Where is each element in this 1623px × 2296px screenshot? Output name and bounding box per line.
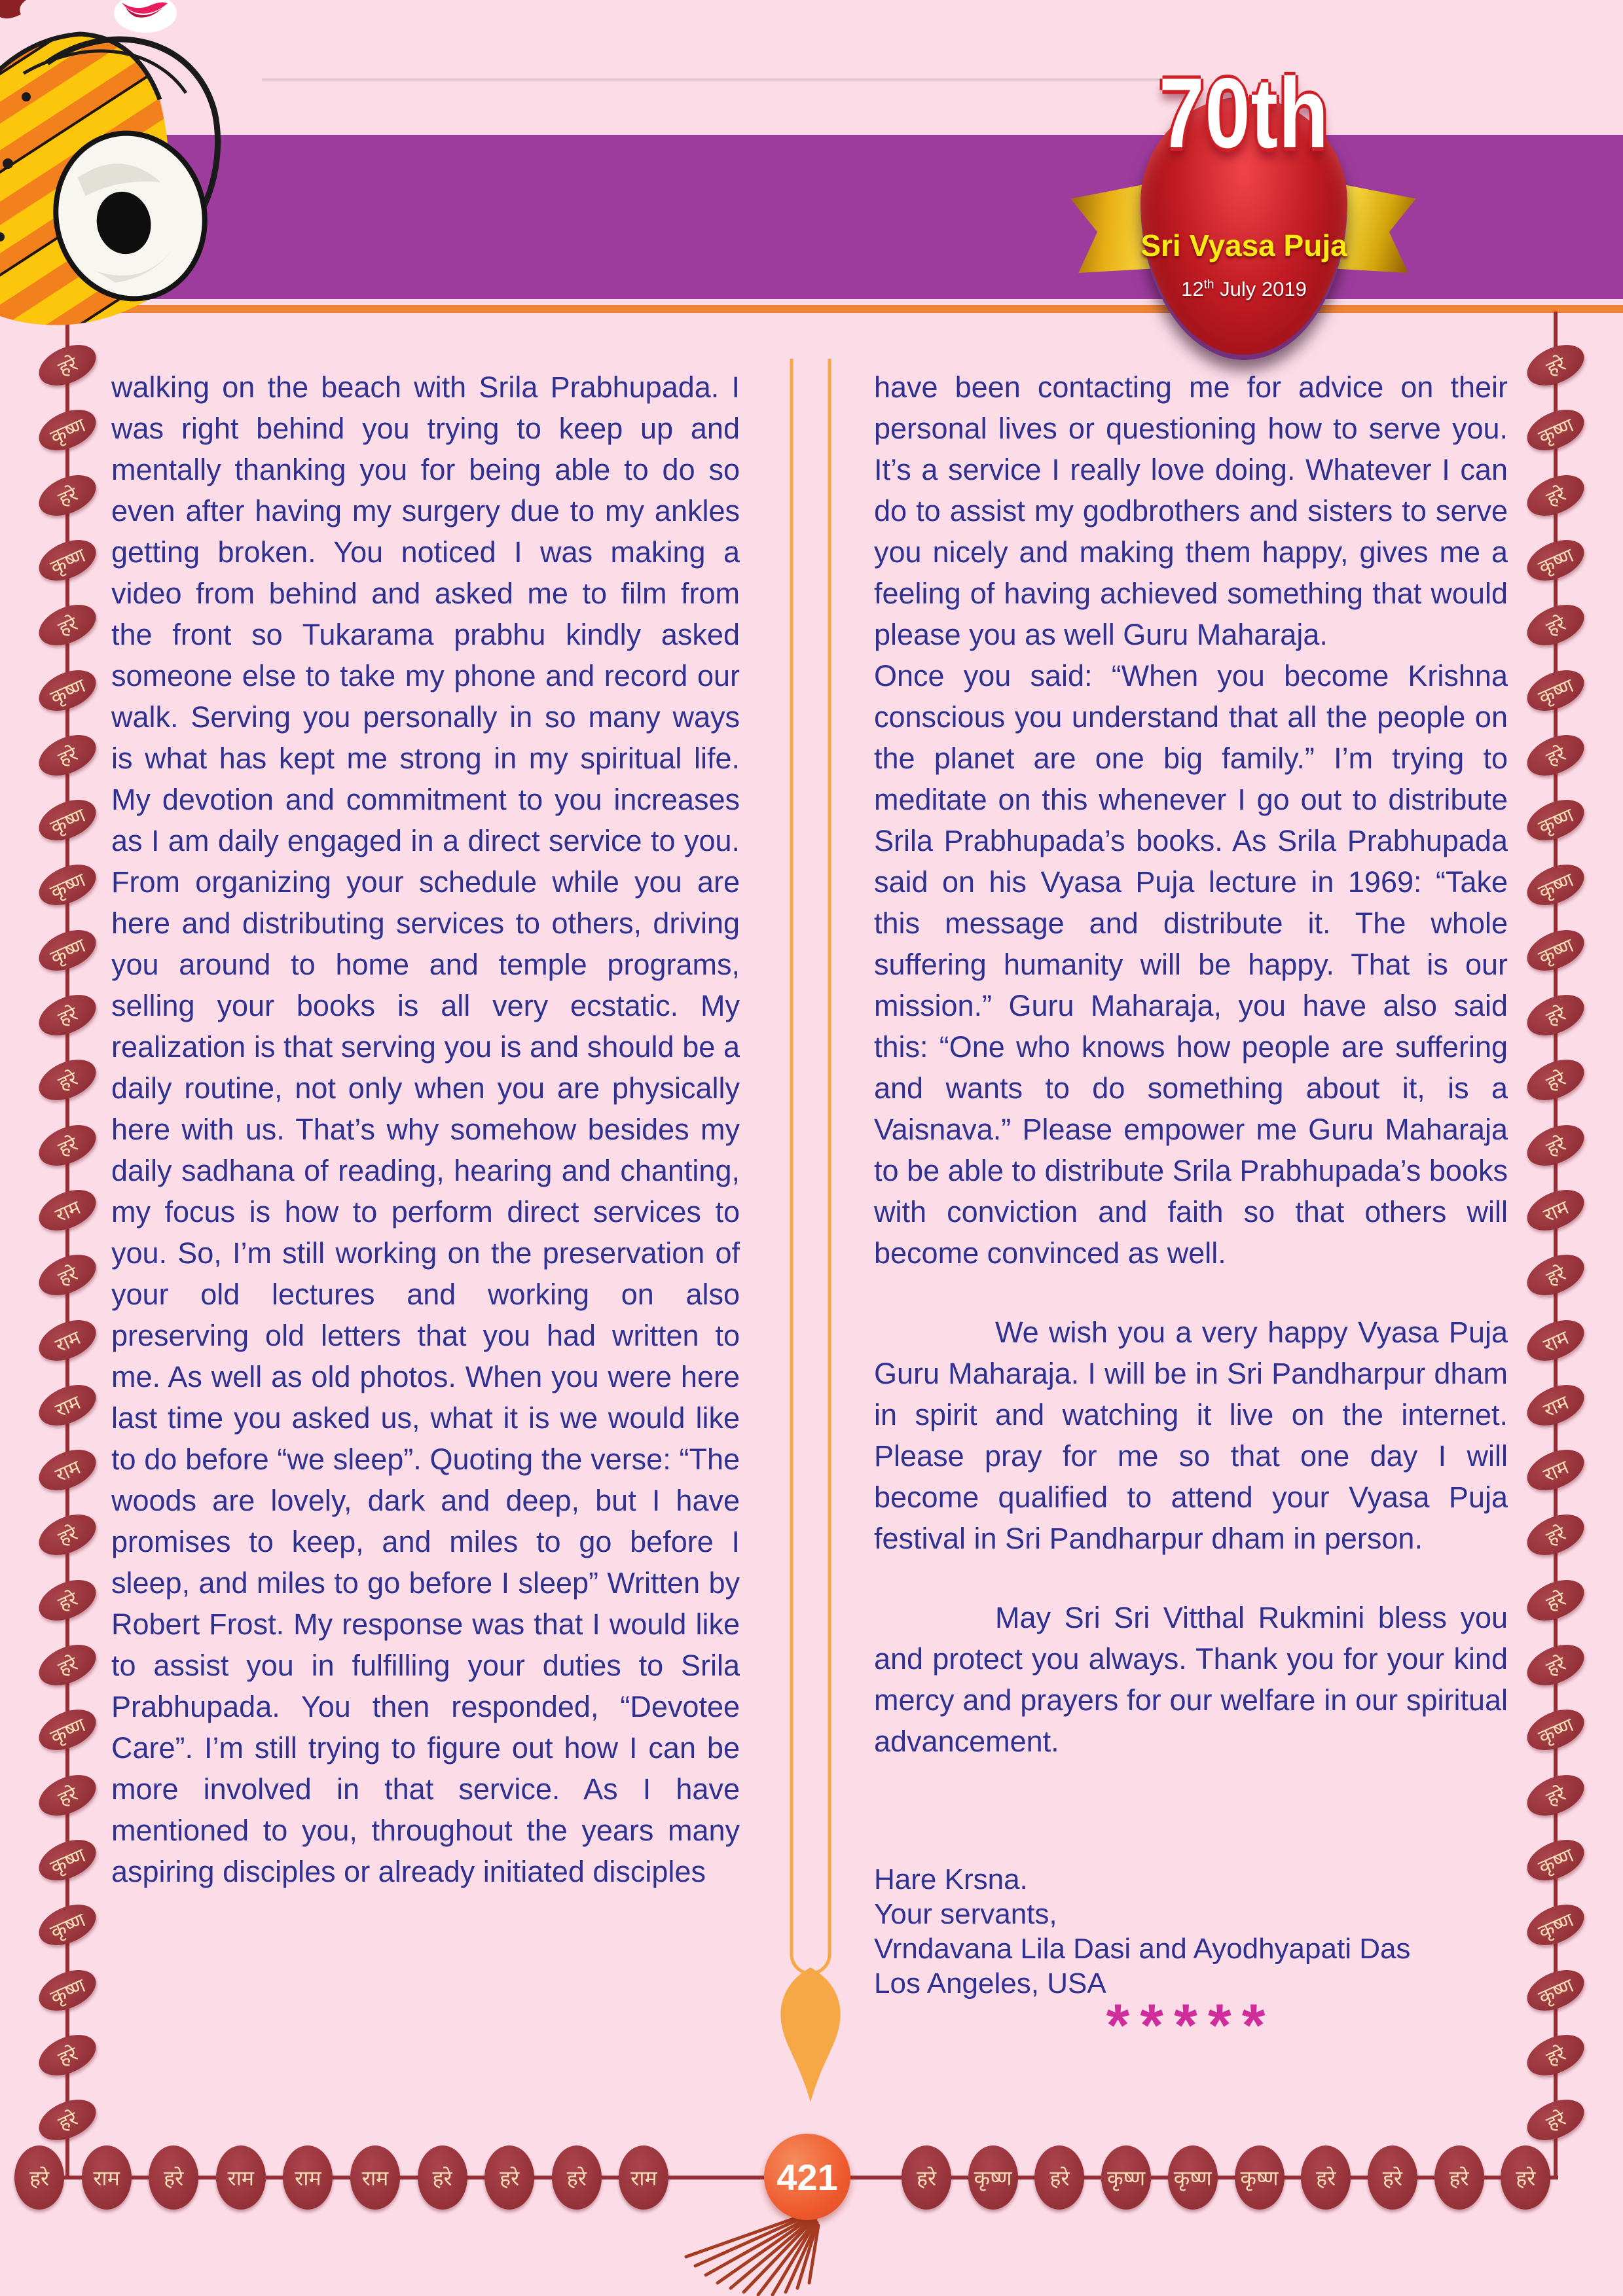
bead-label: हरे bbox=[29, 2165, 50, 2191]
bead-label: हरे bbox=[1542, 352, 1569, 381]
bead-label: हरे bbox=[1516, 2165, 1536, 2191]
signature-block bbox=[874, 1862, 1508, 2001]
bead-label: कृष्ण bbox=[1240, 2165, 1279, 2191]
bead bbox=[1301, 2145, 1351, 2210]
paragraph: Once you said: “When you become Krishna conscious you understand that all the people on the planet are one big family.” I’m trying to meditate on this whenever I go out to distribute Srila Prabhupada’s books. As Srila Prabhupada said on his Vyasa Puja lecture in 1969: “Take this message and distribute it. The whole suffering humanity will be happy. That is our mission.” Guru Maharaja, you have also said this: “One who knows how people are suffering and wants to do something about it, is a Vaisnava.” Please empower me Guru Maharaja to be able to distribute Srila Prabhupada’s books with conviction and faith so that others will become convinced as well. bbox=[874, 659, 1508, 1270]
bead-label: हरे bbox=[1542, 1132, 1569, 1161]
bead-label: कृष्ण bbox=[1535, 1843, 1577, 1879]
bead-label: कृष्ण bbox=[46, 673, 89, 709]
signature-line: Vrndavana Lila Dasi and Ayodhyapati Das bbox=[874, 1933, 1411, 1965]
bead-label: हरे bbox=[54, 1587, 81, 1616]
badge-date: 12th July 2019 bbox=[1181, 278, 1307, 300]
bead-label: हरे bbox=[432, 2165, 452, 2191]
bead-label: हरे bbox=[1542, 2041, 1569, 2071]
bead-label: राम bbox=[361, 2165, 389, 2191]
bead-label: हरे bbox=[1542, 1522, 1569, 1551]
badge-title: 70th bbox=[1159, 58, 1329, 169]
bead-label: हरे bbox=[54, 2107, 81, 2136]
bead-label: हरे bbox=[54, 1067, 81, 1096]
bead-label: राम bbox=[227, 2165, 255, 2191]
bead-label: कृष्ण bbox=[1535, 1908, 1577, 1945]
bead-label: कृष्ण bbox=[1535, 673, 1577, 709]
bead-label: हरे bbox=[164, 2165, 184, 2191]
bead-label: राम bbox=[1540, 1456, 1573, 1487]
bead-label: हरे bbox=[1049, 2165, 1070, 2191]
bead bbox=[968, 2145, 1018, 2210]
bead-label: राम bbox=[52, 1196, 84, 1227]
bead-label: हरे bbox=[54, 1002, 81, 1031]
paragraph: walking on the beach with Srila Prabhupada. I was right behind you trying to keep up and mentally thanking you for being able to do so even after having my surgery due to my ankles getting broken. You noticed I was making a video from behind and asked me to film from the front so Tukarama prabhu kindly asked someone else to take my phone and record our walk. Serving you personally in so many ways is what has kept me strong in my spiritual life. My devotion and commitment to you increases as I am daily engaged in a direct service to you. From organizing your schedule while you are here and distributing services to others, driving you around to home and temple programs, selling your books is all very ecstatic. My realization is that serving you is and should be a daily routine, not only when you are physically here with us. That’s why somehow besides my daily sadhana of reading, hearing and chanting, my focus is how to perform direct services to you. So, I’m still working on the preservation of your old lectures and working on also preserving old letters that you had written to me. As well as old photos. When you were here last time you asked us, what it is we would like to do before “we sleep”. Quoting the verse: “The woods are lovely, dark and deep, but I have promises to keep, and miles to go before I sleep, and miles to go before I sleep” Written by Robert Frost. My response was that I would like to assist you in fulfilling your duties to Srila Prabhupada. You then responded, “Devotee Care”. I’m still trying to figure out how I can be more involved in that service. As I have mentioned to you, throughout the years many aspiring disciples or already initiated disciples bbox=[111, 370, 740, 1888]
bead-label: कृष्ण bbox=[1535, 869, 1577, 905]
bead-label: हरे bbox=[54, 482, 81, 511]
bead-label: कृष्ण bbox=[46, 1713, 89, 1749]
bead bbox=[1368, 2145, 1417, 2210]
bead-label: कृष्ण bbox=[46, 543, 89, 579]
bead bbox=[1034, 2145, 1084, 2210]
bead-label: हरे bbox=[1542, 1262, 1569, 1291]
bead-label: हरे bbox=[1542, 742, 1569, 771]
bead bbox=[1101, 2145, 1151, 2210]
bead-label: कृष्ण bbox=[1107, 2165, 1146, 2191]
bead-label: हरे bbox=[54, 612, 81, 641]
bead bbox=[902, 2145, 951, 2210]
bead-label: कृष्ण bbox=[46, 1973, 89, 2009]
bead bbox=[14, 2145, 64, 2210]
bead-label: कृष्ण bbox=[46, 869, 89, 905]
bead-label: राम bbox=[1540, 1196, 1573, 1227]
bead-label: कृष्ण bbox=[46, 1843, 89, 1879]
bead-label: राम bbox=[52, 1456, 84, 1487]
bead bbox=[1168, 2145, 1218, 2210]
column-2-text bbox=[874, 367, 1508, 1859]
bead-label: हरे bbox=[500, 2165, 520, 2191]
bead-label: राम bbox=[295, 2165, 321, 2191]
bead-label: राम bbox=[52, 1390, 84, 1422]
bead-label: हरे bbox=[1542, 1782, 1569, 1811]
bead-label: हरे bbox=[1382, 2165, 1402, 2191]
bead-label: हरे bbox=[1316, 2165, 1336, 2191]
bead-label: हरे bbox=[1449, 2165, 1469, 2191]
bead-label: कृष्ण bbox=[1535, 414, 1577, 450]
bead-label: कृष्ण bbox=[1535, 1713, 1577, 1749]
bead-label: कृष्ण bbox=[46, 803, 89, 839]
bead bbox=[1434, 2145, 1484, 2210]
bead-label: कृष्ण bbox=[1535, 933, 1577, 969]
bead-label: हरे bbox=[54, 1652, 81, 1681]
bead-label: हरे bbox=[54, 1132, 81, 1161]
column-1-text bbox=[111, 367, 740, 2173]
bead-label: हरे bbox=[1542, 1587, 1569, 1616]
bead-label: हरे bbox=[54, 352, 81, 381]
bead-label: हरे bbox=[1542, 612, 1569, 641]
bead-label: हरे bbox=[54, 1522, 81, 1551]
bead bbox=[1235, 2145, 1285, 2210]
badge-subtitle: Sri Vyasa Puja bbox=[1140, 228, 1347, 262]
bead-label: राम bbox=[630, 2165, 657, 2191]
bead-label: राम bbox=[1540, 1325, 1573, 1357]
page-number-badge bbox=[764, 2134, 850, 2220]
page-number: 421 bbox=[776, 2156, 838, 2198]
bead-label: हरे bbox=[54, 2041, 81, 2071]
mridanga-drum-icon bbox=[0, 0, 245, 340]
bead-label: राम bbox=[1540, 1390, 1573, 1422]
bead-label: हरे bbox=[1542, 482, 1569, 511]
bead-label: हरे bbox=[1542, 1002, 1569, 1031]
signature-line: Your servants, bbox=[874, 1898, 1057, 1930]
bead-label: हरे bbox=[566, 2165, 587, 2191]
bead-label: कृष्ण bbox=[1535, 543, 1577, 579]
signature-line: Hare Krsna. bbox=[874, 1863, 1028, 1895]
bead-label: राम bbox=[93, 2165, 120, 2191]
paragraph: have been contacting me for advice on their personal lives or questioning how to serve you. It’s a service I really love doing. Whatever I can do to assist my godbrothers and sisters to serve you nicely and making them happy, gives me a feeling of having achieved something that would please you as well Guru Maharaja. bbox=[874, 370, 1508, 651]
paragraph: May Sri Sri Vitthal Rukmini bless you and protect you always. Thank you for your kind mercy and prayers for our welfare in our spiritual advancement. bbox=[874, 1601, 1508, 1758]
paragraph: We wish you a very happy Vyasa Puja Guru Maharaja. I will be in Sri Pandharpur dham in spirit and watching it live on the internet. Please pray for me so that one day I will become qualified to attend your Vyasa Puja festival in Sri Pandharpur dham in person. bbox=[874, 1316, 1508, 1555]
bead bbox=[1501, 2145, 1550, 2210]
header-hairline bbox=[262, 79, 1172, 81]
bead-label: हरे bbox=[54, 1262, 81, 1291]
bead-label: कृष्ण bbox=[46, 414, 89, 450]
bead-label: कृष्ण bbox=[46, 933, 89, 969]
star-separator: ***** bbox=[1106, 1992, 1276, 2059]
column-divider-ornament-icon bbox=[776, 359, 848, 2126]
bead-label: हरे bbox=[916, 2165, 937, 2191]
bead-label: कृष्ण bbox=[1535, 803, 1577, 839]
bead-label: हरे bbox=[54, 742, 81, 771]
bead-label: कृष्ण bbox=[1173, 2165, 1212, 2191]
signature-line: Los Angeles, USA bbox=[874, 1967, 1106, 2000]
bead-label: हरे bbox=[1542, 2107, 1569, 2136]
bead-label: हरे bbox=[1542, 1652, 1569, 1681]
left-chain-string bbox=[65, 312, 69, 2178]
bead-label: कृष्ण bbox=[46, 1908, 89, 1945]
bead-label: हरे bbox=[1542, 1067, 1569, 1096]
bead-label: कृष्ण bbox=[974, 2165, 1012, 2191]
bead-label: राम bbox=[52, 1325, 84, 1357]
bead-label: हरे bbox=[54, 1782, 81, 1811]
bead-label: कृष्ण bbox=[1535, 1973, 1577, 2009]
right-chain-string bbox=[1554, 312, 1558, 2178]
